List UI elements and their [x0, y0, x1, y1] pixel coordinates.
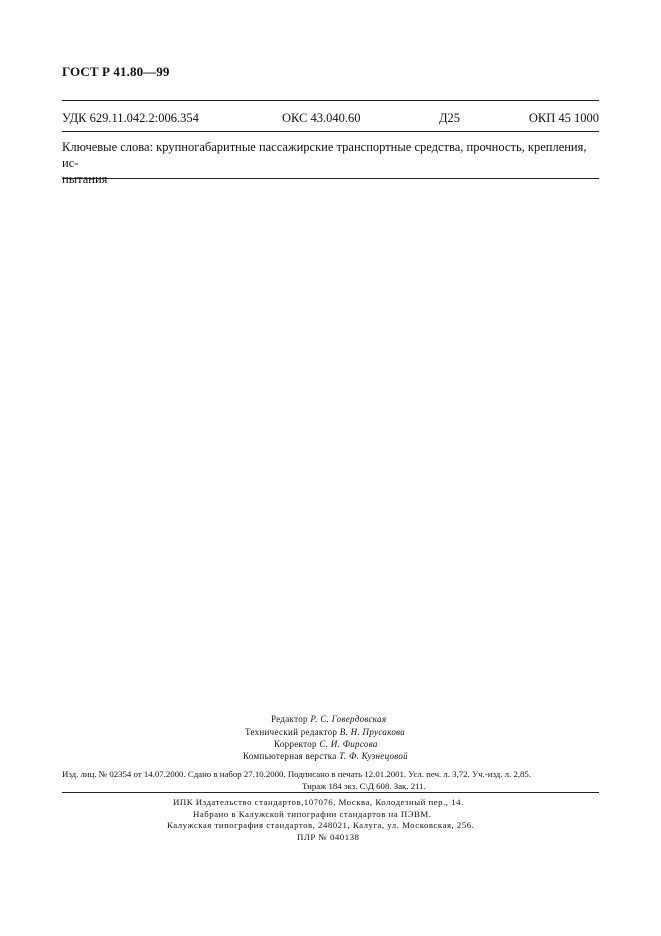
layout-name: Т. Ф. Кузнецовой [339, 751, 408, 761]
publication-line-1: Изд. лиц. № 02354 от 14.07.2000. Сдано в набор 27.10.2000. Подписано в печать 12.01.2001. Усл. печ. л. 3,72. Уч.-изд. л. 2,85. [62, 769, 532, 779]
layout-credit [243, 750, 408, 763]
printer-divider [62, 792, 599, 793]
udk-code: УДК 629.11.042.2:006.354 [62, 111, 199, 125]
printer-line-4: ПЛР № 040138 [297, 832, 360, 842]
printer-line-1: ИПК Издательство стандартов,107076, Москва, Колодезный пер., 14. [173, 797, 464, 807]
keywords-divider [62, 178, 599, 179]
keywords-line-1: Ключевые слова: крупногабаритные пассажирские транспортные средства, прочность, крепления, ис- [62, 140, 587, 170]
editor-name: Р. С. Говердовская [310, 714, 387, 724]
oks-code: ОКС 43.040.60 [282, 111, 361, 125]
classification-row [62, 111, 599, 127]
tech-editor-role: Технический редактор [245, 727, 338, 737]
keywords [62, 139, 602, 187]
printer-line-2: Набрано в Калужской типографии стандартов на ПЭВМ. [193, 809, 432, 819]
keywords-line-2: пытания [62, 172, 108, 186]
classification-divider [62, 131, 599, 132]
printer-line-3: Калужская типография стандартов, 248021, Калуга, ул. Московская, 256. [167, 820, 475, 830]
tech-editor-name: В. Н. Прусакова [339, 727, 406, 737]
publication-line-2: Тираж 184 экз. С\Д 608. Зак. 211. [302, 781, 426, 791]
document-code: ГОСТ Р 41.80—99 [62, 64, 170, 79]
proofreader-name: С. И. Фирсова [319, 739, 378, 749]
editor-role: Редактор [271, 714, 308, 724]
top-divider [62, 100, 599, 101]
group-code: Д25 [439, 111, 461, 125]
proofreader-role: Корректор [274, 739, 317, 749]
layout-role: Компьютерная верстка [243, 751, 337, 761]
okp-code: ОКП 45 1000 [528, 111, 599, 125]
editor-credit [271, 713, 386, 726]
